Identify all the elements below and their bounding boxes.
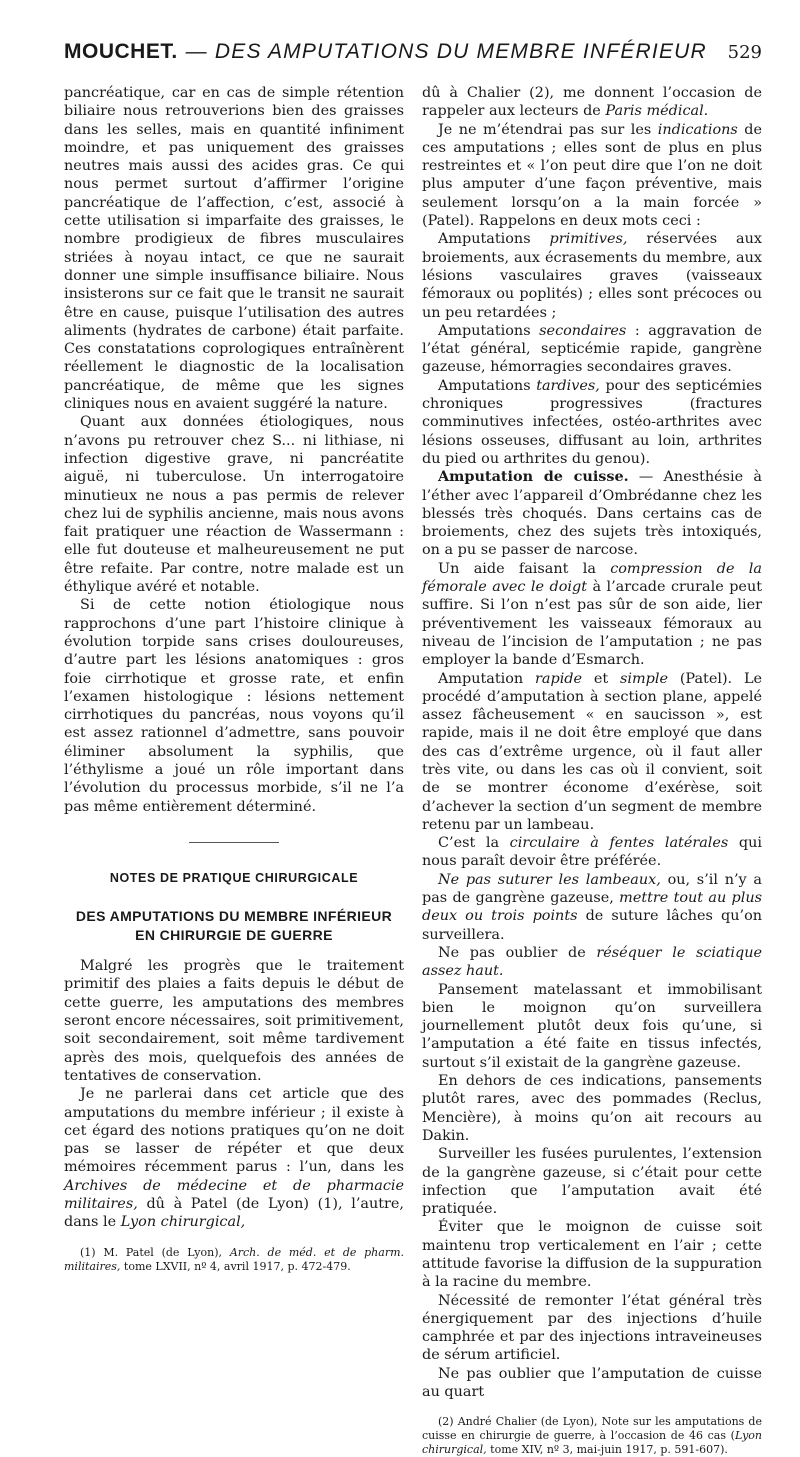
left-column [64,84,404,1457]
article-title [64,907,404,945]
article-title-line: DES AMPUTATIONS DU MEMBRE INFÉRIEUR [75,908,393,925]
paragraph: Éviter que le moignon de cuisse soit maintenu trop verticalement en l’air ; cette attitude favorise la diffusion de la suppuration à la racine du membre. [422,1219,762,1291]
section-label: NOTES DE PRATIQUE CHIRURGICALE [109,870,359,885]
paragraph: pancréatique, car en cas de simple rétention biliaire nous retrouverions bien des graisses dans les selles, mais en quantité infiniment moindre, et pas uniquement des graisses neutres mais aussi des acides gras. Ce qui nous permet surtout d’affirmer l’origine pancréatique de l’affection, c’est, associé à cette utilisation si imparfaite des graisses, le nombre prodigieux de fibres musculaires striées à noyau intact, ce que ne saurait donner une simple insuffisance biliaire. Nous insisterons sur ce fait que le transit ne saurait être en cause, puisque l’utilisation des autres aliments (hydrates de carbone) était parfaite. Ces constatations coprologiques entraînèrent réellement le diagnostic de la localisation pancréatique, de même que les signes cliniques nous en avaient suggéré la nature. [64,85,404,413]
page-number: 529 [727,42,762,63]
paragraph: Je ne m’étendrai pas sur les indications de ces amputations ; elles sont de plus en plus restreintes et « l’on peut dire que l’on ne doit plus amputer d’une façon préventive, mais seulement lorsqu’on a la main forcée » (Patel). Rappelons en deux mots ceci : [422,121,762,230]
paragraph: Amputation de cuisse. — Anesthésie à l’éther avec l’appareil d’Ombrédanne chez les blessés très choqués. Dans certains cas de broiements, chez des sujets très intoxiqués, on a pu se passer de narcose. [422,468,762,559]
paragraph: Amputations primitives, réservées aux broiements, aux écrasements du membre, aux lésions vasculaires graves (vaisseaux fémoraux ou poplités) ; elles sont précoces ou un peu retardées ; [422,231,763,321]
paragraph: Malgré les progrès que le traitement primitif des plaies a faits depuis le début de cette guerre, les amputations des membres seront encore nécessaires, soit primitivement, soit secondairement, soit même tardivement après des mois, quelquefois des années de tentatives de conservation. [64,958,404,1084]
article-title-line: EN CHIRURGIE DE GUERRE [135,927,333,944]
footnote-1: (1) M. Patel (de Lyon), Arch. de méd. et de pharm. militaires, tome LXVII, nº 4, avril 1917, p. 472-479. [64,1245,405,1273]
paragraph: En dehors de ces indications, pansements plutôt rares, avec des pommades (Reclus, Mencière), à moins qu’on ait recours au Dakin. [422,1073,762,1144]
paragraph: Amputations tardives, pour des septicémies chroniques progressives (fractures comminutives infectées, ostéo-arthrites avec lésions osseuses, diffusant au loin, arthrites du pied ou arthrites du genou). [422,377,762,467]
paragraph: Nécessité de remonter l’état général très énergiquement par des injections d’huile camphrée et par des injections intraveineuses de sérum artificiel. [422,1292,762,1364]
paragraph: Si de cette notion étiologique nous rapprochons d’une part l’histoire clinique à évolution torpide sans crises douloureuses, d’autre part les lésions anatomiques : gros foie cirrhotique et grosse rate, et enfin l’examen histologique : lésions nettement cirrhotiques du pancréas, nous voyons qu’il est assez rationnel d’admettre, sans pouvoir éliminer absolument la syphilis, que l’éthylisme a joué un rôle important dans l’évolution du processus morbide, s’il ne l’a pas même entièrement déterminé. [64,597,404,815]
paragraph: Ne pas oublier de réséquer le sciatique assez haut. [422,944,763,980]
footnote-2: (2) André Chalier (de Lyon), Note sur les amputations de cuisse en chirurgie de guerre, à l’occasion de 46 cas (Lyon chirurgical, tome XIV, nº 3, mai-juin 1917, p. 591-607). [422,1415,762,1457]
header-title: — DES AMPUTATIONS DU MEMBRE INFÉRIEUR [185,40,707,63]
paragraph: Quant aux données étiologiques, nous n’avons pu retrouver chez S... ni lithiase, ni infection digestive grave, ni pancréatite aiguë, ni tuberculose. Un interrogatoire minutieux ne nous a pas permis de relever chez lui de syphilis ancienne, mais nous avons fait pratiquer une réaction de Wassermann : elle fut douteuse et malheureusement ne put être refaite. Par contre, notre malade est un éthylique avéré et notable. [64,414,404,596]
paragraph: Pansement matelassant et immobilisant bien le moignon qu’on surveillera journellement plutôt deux fois qu’une, si l’amputation a été faite en tissus infectés, surtout s’il existait de la gangrène gazeuse. [422,981,762,1071]
header-author: MOUCHET. [64,40,178,63]
paragraph: dû à Chalier (2), me donnent l’occasion de rappeler aux lecteurs de Paris médical. [422,85,762,120]
paragraph: Je ne parlerai dans cet article que des amputations du membre inférieur ; il existe à cet égard des notions pratiques qu’on ne doit pas se lasser de répéter et que deux mémoires récemment parus : l’un, dans les Archives de médecine et de pharmacie militaires, dû à Patel (de Lyon) (1), l’autre, dans le Lyon chirurgical, [64,1086,404,1231]
section-divider [189,842,279,843]
paragraph: Surveiller les fusées purulentes, l’extension de la gangrène gazeuse, si c’était pour cette infection que l’amputation avait été pratiquée. [422,1146,762,1218]
running-header [64,40,762,80]
right-column [422,84,762,1457]
paragraph: Amputations secondaires : aggravation de l’état général, septicémie rapide, gangrène gazeuse, hémorragies secondaires graves. [422,322,763,376]
two-column-body [64,84,762,1457]
paragraph: Un aide faisant la compression de la fémorale avec le doigt à l’arcade crurale peut suffire. Si l’on n’est pas sûr de son aide, lier préventivement les vaisseaux fémoraux au niveau de l’incision de l’amputation ; ne pas employer la bande d’Esmarch. [422,560,762,669]
paragraph: Amputation rapide et simple (Patel). Le procédé d’amputation à section plane, appelé assez fâcheusement « en saucisson », est rapide, mais il ne doit être employé que dans des cas d’extrême urgence, où il faut aller très vite, ou dans les cas où il convient, soit de se montrer économe d’exérèse, soit d’achever la section d’un segment de membre retenu par un lambeau. [422,670,763,833]
paragraph: C’est la circulaire à fentes latérales qui nous paraît devoir être préférée. [422,835,763,870]
paragraph: Ne pas oublier que l’amputation de cuisse au quart [422,1365,762,1401]
paragraph: Ne pas suturer les lambeaux, ou, s’il n’y a pas de gangrène gazeuse, mettre tout au plus deux ou trois points de suture lâches qu’on surveillera. [422,871,762,943]
